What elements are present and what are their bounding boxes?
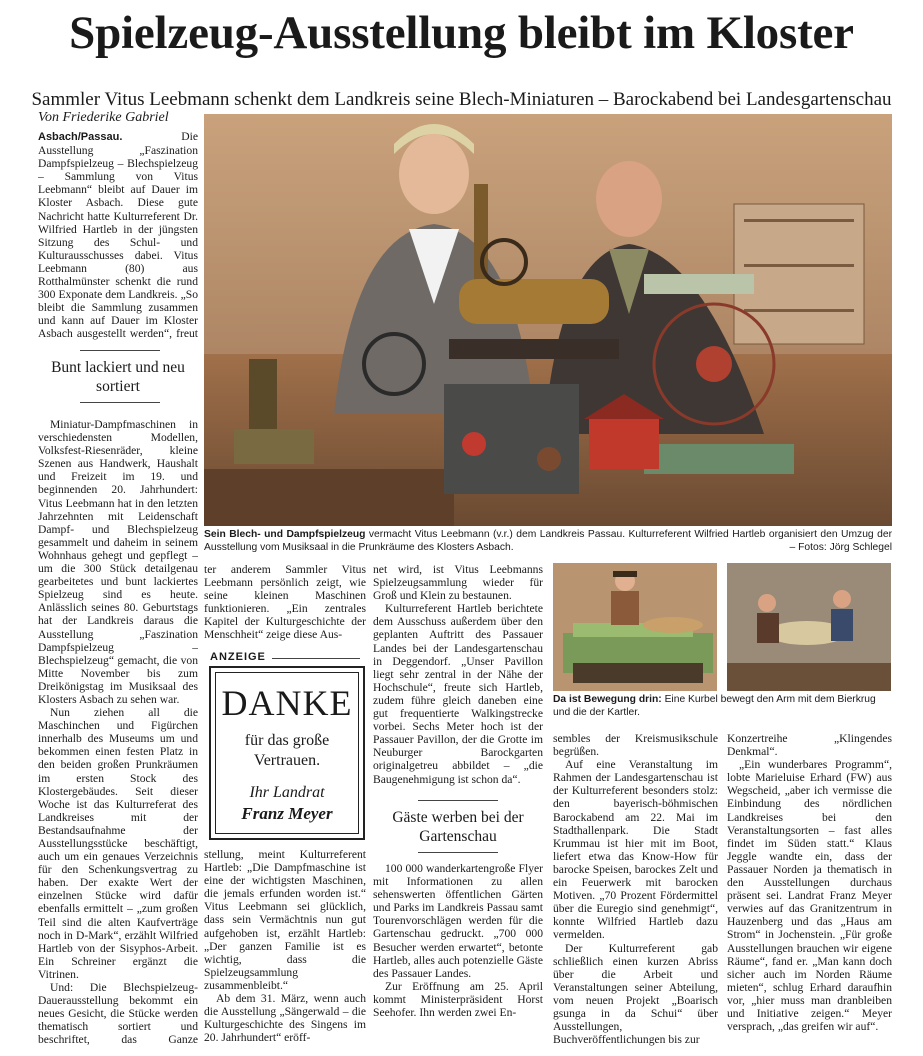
- paragraph: Der Kulturreferent gab schließlich einen kurzen Abriss über die Arbeit und Veranstaltungen seiner Abteilung, vom neuen Projekt „Boarisch gsunga in da Schui“ über Ausstellungen, Buchveröffentlichungen bis zur: [553, 941, 718, 1047]
- paragraph: Ab dem 31. März, wenn auch die Ausstellung „Sängerwald – die Kulturgeschichte des Singens im 20. Jahrhundert“ eröff-: [204, 992, 366, 1045]
- main-photo-caption: [204, 528, 892, 558]
- main-photo: [204, 114, 892, 526]
- dateline: Asbach/Passau.: [38, 131, 123, 143]
- ad-title: DANKE: [221, 683, 353, 723]
- small-photo-left: [553, 563, 717, 691]
- divider: [418, 800, 498, 801]
- byline: Von Friederike Gabriel: [38, 110, 169, 125]
- paragraph: ter anderem Sammler Vitus Leebmann persönlich zeigt, wie seine kleinen Maschinen funktionieren. „Ein zentrales Kapitel der Kulturgeschichte der Menschheit“ zeige diese Aus-: [204, 563, 366, 642]
- card-player-figure-photo: [553, 563, 717, 691]
- column-1-body: [38, 418, 198, 1046]
- paragraph: stellung, meint Kulturreferent Hartleb: „Die Dampfmaschine ist eine der wichtigsten Maschinen, die jemals erfunden worden ist.“ Vitus Leebmann sei glücklich, dass sein Vermächtnis nun gut aufgehoben ist, erzählt Hartleb: „Der ganzen Familie ist es wichtig, dass die Spielzeugsammlung zusammenbleibt.“: [204, 848, 366, 992]
- paragraph: Auf eine Veranstaltung im Rahmen der Landesgartenschau ist der Kulturreferent besonders stolz: den bayerisch-böhmischen Barockabend am 22. Mai im Stadthallenpark. Die Stadt Krummau ist hier mit im Boot, liefert etwa das Know-How für barocke Speisen, barockes Zelt und ein Feuerwerk mit barocken Motiven. „70 Prozent Fördermittel über die Euregio sind genehmigt“, konnte Wilfried Hartleb dazu vermelden.: [553, 758, 718, 942]
- column-1-intro: [38, 130, 198, 340]
- intro-text: Die Ausstellung „Faszination Dampfspielzeug – Blechspielzeug – Sammlung von Vitus Leebmann“ bleibt auf Dauer im Kloster Asbach. Diese gute Nachricht hatte Kulturreferent Dr. Wilfried Hartleb in der jüngsten Sitzung des Schul- und Kulturausschusses dabei. Vitus Leebmann (80) aus Rotthalmünster schenkt die rund 300 Exponate dem Landkreis. „So bleibt die Sammlung zusammen und kann auf Dauer im Kloster Asbach ausgestellt werden“, freut: [38, 130, 198, 340]
- paragraph: Zur Eröffnung am 25. April kommt Ministerpräsident Horst Seehofer. Ihn werden zwei En-: [373, 979, 543, 1020]
- ad-signature: Franz Meyer: [241, 804, 333, 823]
- small-caption-text: Eine Kurbel bewegt den Arm mit dem Bierkrug und die der Kartler.: [553, 694, 876, 718]
- paragraph: „Ein wunderbares Programm“, lobte Marieluise Erhard (FW) aus Wegscheid, „aber ich vermisse die Einbindung des nördlichen Landkreises bei den Veranstaltungsorten – fast alles findet im Süden statt.“ Klaus Jeggle wandte ein, dass der Passauer Norden ja thematisch in den Ausstellungen durchaus präsent sei. Landrat Franz Meyer verwies auf das Granitzentrum in Hauzenberg und das „Haus am Strom“ in Jochenstein. „Für große Ausstellungen brauchen wir eigene Räume“, fand er. „Man kann doch sicher auch im Norden Räume mieten“, schlug Erhard daraufhin vor, „hier muss man dranbleiben und Initiative zeigen.“ Meyer versprach, „das greifen wir auf“.: [727, 758, 892, 1034]
- divider: [80, 350, 160, 351]
- ad-line-1: für das große: [244, 732, 330, 749]
- small-caption-lead: Da ist Bewegung drin:: [553, 694, 662, 705]
- ad-label: ANZEIGE: [210, 651, 266, 663]
- paragraph: 100 000 wanderkartengroße Flyer mit Informationen zu allen sehenswerten öffentlichen Gärten und Parks im Landkreis Passau samt Tourenvorschlägen werden für die Gartenschau gedruckt. „700 000 Besucher werden erwartet“, betonte Hartleb, alles auch potenzielle Gäste des Passauer Landes.: [373, 862, 543, 980]
- paragraph: Nun ziehen all die Maschinchen und Figürchen innerhalb des Museums um und bekommen einen festen Platz in den beiden großen Prunkräumen im ersten Stock des Klostergebäudes. Seit dieser Woche ist das Kulturreferat des Landkreises mit der Bestandsaufnahme der Ausstellungsstücke beschäftigt, auch um ein genaues Verzeichnis für den Schenkungsvertrag zu haben. Der exakte Wert der einzelnen Stücke wird dafür ebenfalls ermittelt – „zum großen Teil sind die alten Kaufverträge noch in D-Mark“, erzählt Wilfried Hartleb von der Sisyphos-Arbeit. Ein Schreiner ergänzt die Vitrinen.: [38, 706, 198, 981]
- small-photo-caption: [553, 693, 891, 721]
- column-3-bottom: [373, 862, 543, 1048]
- small-photo-right: [727, 563, 891, 691]
- paragraph: Miniatur-Dampfmaschinen in verschiedensten Modellen, Volksfest-Riesenräder, kleine Szenen aus Handwerk, Haushalt und Freizeit im 19. und beginnenden 20. Jahrhundert: Vitus Leebmann hat in den letzten Jahrzehnten mit Leidenschaft Dampf- und Blechspielzeug gesammelt und daheim in seinem Wohnhaus gehegt und gepflegt – um die 300 Stück detailgenau gearbeitetes und bunt lackiertes Spielzeug sind es heute. Anlässlich seines 80. Geburtstags hat der Landkreis daraus die Ausstellung „Faszination Dampfspielzeug – Blechspielzeug“ gemacht, die von Mitte November bis zum Dreikönigstag im Musiksaal des Klosters Asbach zu sehen war.: [38, 418, 198, 706]
- column-2-top: [204, 563, 366, 645]
- paragraph: sembles der Kreismusikschule begrüßen.: [553, 732, 718, 759]
- advertisement: [209, 666, 365, 840]
- divider: [80, 402, 160, 403]
- headline: Spielzeug-Ausstellung bleibt im Kloster: [69, 7, 854, 59]
- ad-label-rule: [272, 658, 360, 659]
- paragraph: net wird, ist Vitus Leebmanns Spielzeugsammlung wieder für Groß und Klein zu bestaunen.: [373, 563, 543, 603]
- toy-collection-photo: [204, 114, 892, 526]
- subheadline: Sammler Vitus Leebmann schenkt dem Landkreis seine Blech-Miniaturen – Barockabend bei Landesgartenschau: [31, 89, 892, 110]
- caption-text: vermacht Vitus Leebmann (v.r.) dem Landkreis Passau. Kulturreferent Wilfried Hartleb organisiert den Umzug der Ausstellung vom Musiksaal in die Prunkräume des Klosters Asbach.: [204, 529, 892, 553]
- ad-line-2: Vertrauen.: [253, 752, 321, 769]
- column-3-top: [373, 563, 543, 795]
- photo-credit: – Fotos: Jörg Schlegel: [789, 542, 892, 553]
- paragraph: Kulturreferent Hartleb berichtete dem Ausschuss außerdem über den geplanten Auftritt des Passauer Landes bei der Landesgartenschau in Deggendorf. „Unser Pavillon liegt sehr zentral in der Nähe der Hochschule“, freute sich Hartleb, zudem führe gleich daneben eine gut frequentierte Walkingstrecke vorbei. Sechs Meter hoch ist der Passauer Pavillon, der die Grotte im Neuburger Barockgarten originalgetreu abbildet – „die Baugenehmigung ist schon da“.: [373, 602, 543, 786]
- column-4: [553, 732, 718, 1048]
- paragraph: Konzertreihe „Klingendes Denkmal“.: [727, 732, 892, 759]
- column-5: [727, 732, 892, 1048]
- card-table-figures-photo: [727, 563, 891, 691]
- paragraph: Und: Die Blechspielzeug-Dauerausstellung bekommt ein neues Gesicht, die Stücke werden thematisch sortiert und beschriftet, das Ganze: [38, 981, 198, 1046]
- divider: [418, 852, 498, 853]
- caption-lead: Sein Blech- und Dampfspielzeug: [204, 529, 366, 540]
- column-2-bottom: [204, 848, 366, 1048]
- section-subtitle-1: Bunt lackiert und neu sortiert: [51, 359, 185, 395]
- section-subtitle-2: Gäste werben bei der Gartenschau: [392, 809, 524, 845]
- ad-line-3: Ihr Landrat: [249, 784, 325, 801]
